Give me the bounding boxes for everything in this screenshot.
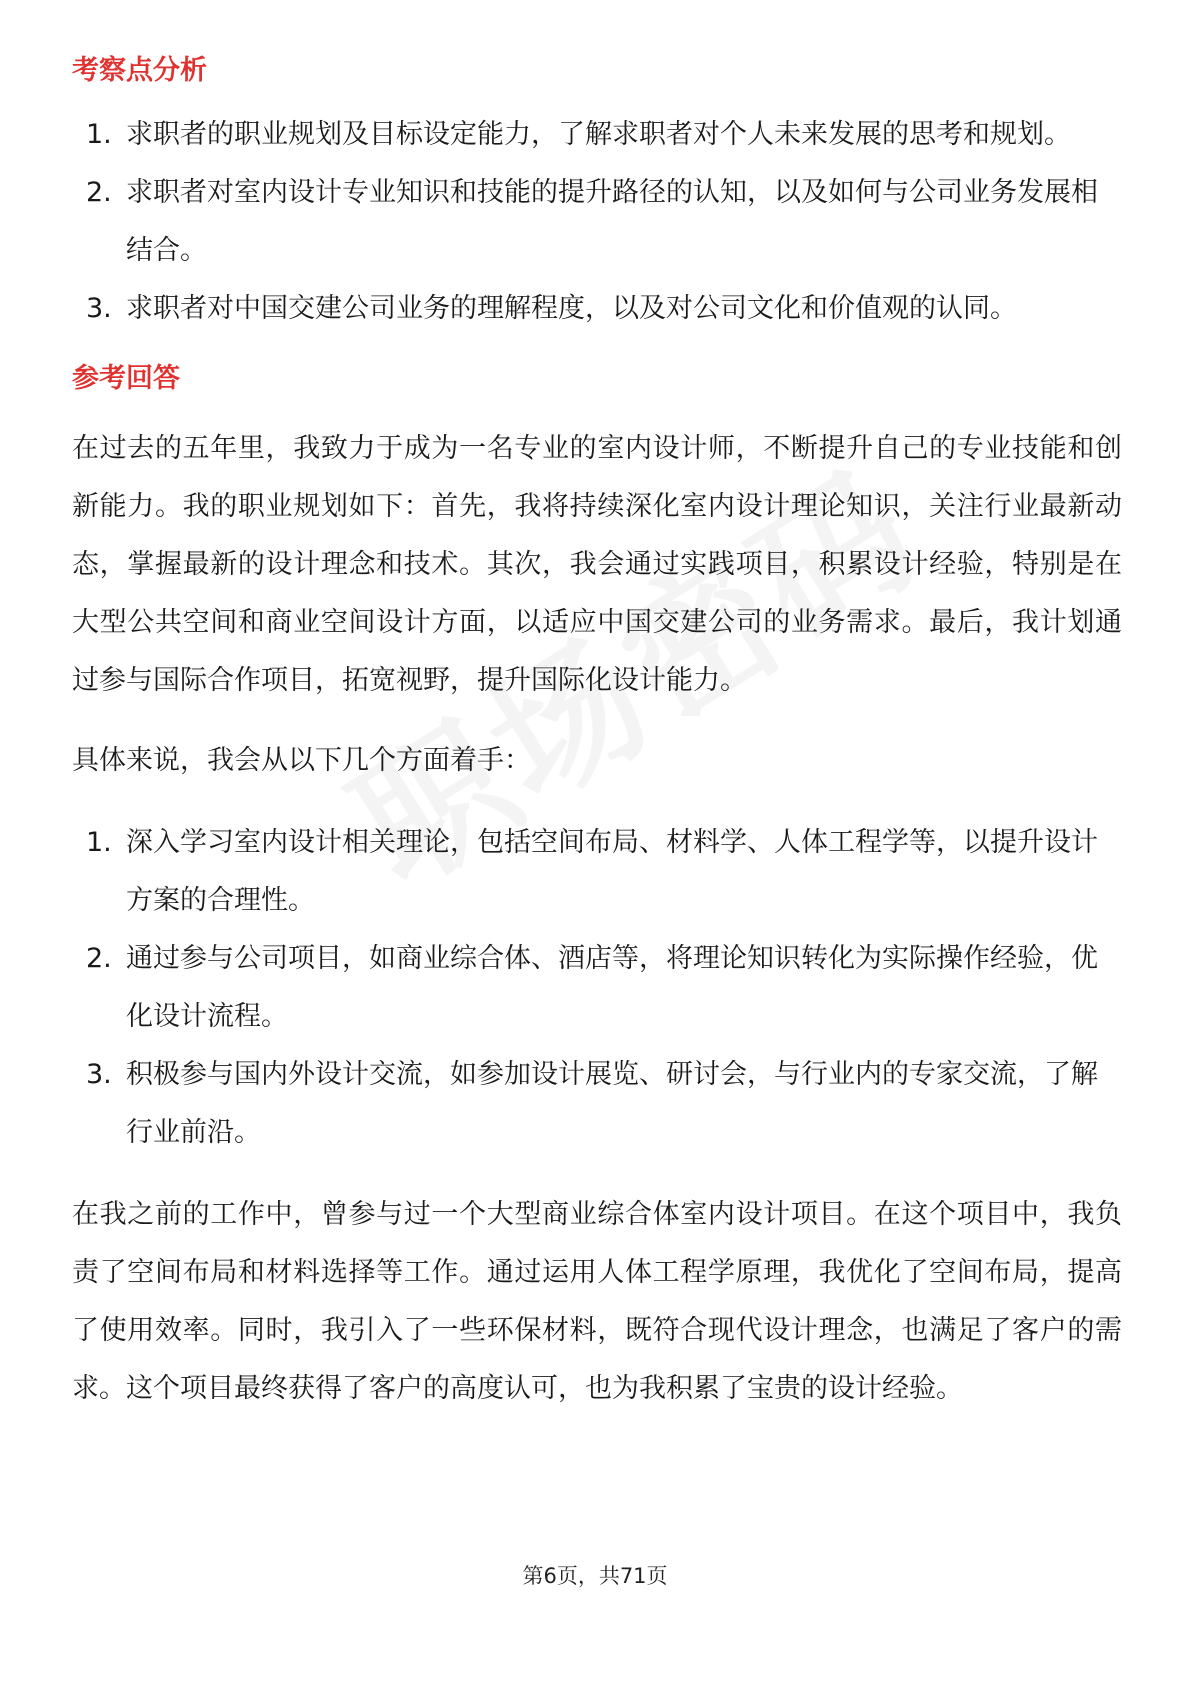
list-item-text: 求职者对中国交建公司业务的理解程度，以及对公司文化和价值观的认同。 [126, 293, 1017, 324]
list-item-text: 深入学习室内设计相关理论，包括空间布局、材料学、人体工程学等，以提升设计方案的合理性。 [126, 827, 1098, 916]
answer-subheading-paragraph: 具体来说，我会从以下几个方面着手： [72, 745, 531, 776]
section-title-analysis: 考察点分析 [72, 55, 207, 86]
list-item [72, 164, 1122, 280]
list-item-text: 求职者对室内设计专业知识和技能的提升路径的认知，以及如何与公司业务发展相结合。 [126, 177, 1098, 266]
list-item-number: 3. [86, 293, 112, 324]
answer-plan-list [72, 814, 1122, 1162]
section-title-reference-answer: 参考回答 [72, 363, 180, 394]
list-item-number: 2. [86, 943, 112, 974]
list-item-number: 3. [86, 1059, 112, 1090]
page-content [72, 44, 1122, 1418]
list-item-text: 通过参与公司项目，如商业综合体、酒店等，将理论知识转化为实际操作经验，优化设计流程。 [126, 943, 1098, 1032]
list-item [72, 930, 1122, 1046]
list-item-text: 求职者的职业规划及目标设定能力，了解求职者对个人未来发展的思考和规划。 [126, 119, 1071, 150]
answer-intro-paragraph: 在过去的五年里，我致力于成为一名专业的室内设计师，不断提升自己的专业技能和创新能力。我的职业规划如下：首先，我将持续深化室内设计理论知识，关注行业最新动态，掌握最新的设计理念和技术。其次，我会通过实践项目，积累设计经验，特别是在大型公共空间和商业空间设计方面，以适应中国交建公司的业务需求。最后，我计划通过参与国际合作项目，拓宽视野，提升国际化设计能力。 [72, 433, 1122, 696]
answer-experience-paragraph: 在我之前的工作中，曾参与过一个大型商业综合体室内设计项目。在这个项目中，我负责了空间布局和材料选择等工作。通过运用人体工程学原理，我优化了空间布局，提高了使用效率。同时，我引入了一些环保材料，既符合现代设计理念，也满足了客户的需求。这个项目最终获得了客户的高度认可，也为我积累了宝贵的设计经验。 [72, 1199, 1122, 1404]
list-item-number: 1. [86, 827, 112, 858]
list-item [72, 814, 1122, 930]
list-item [72, 106, 1122, 164]
page-number-footer: 第6页，共71页 [522, 1564, 668, 1588]
list-item [72, 1046, 1122, 1162]
list-item-number: 2. [86, 177, 112, 208]
list-item-text: 积极参与国内外设计交流，如参加设计展览、研讨会，与行业内的专家交流，了解行业前沿。 [126, 1059, 1098, 1148]
list-item [72, 280, 1122, 338]
list-item-number: 1. [86, 119, 112, 150]
analysis-list [72, 106, 1122, 338]
